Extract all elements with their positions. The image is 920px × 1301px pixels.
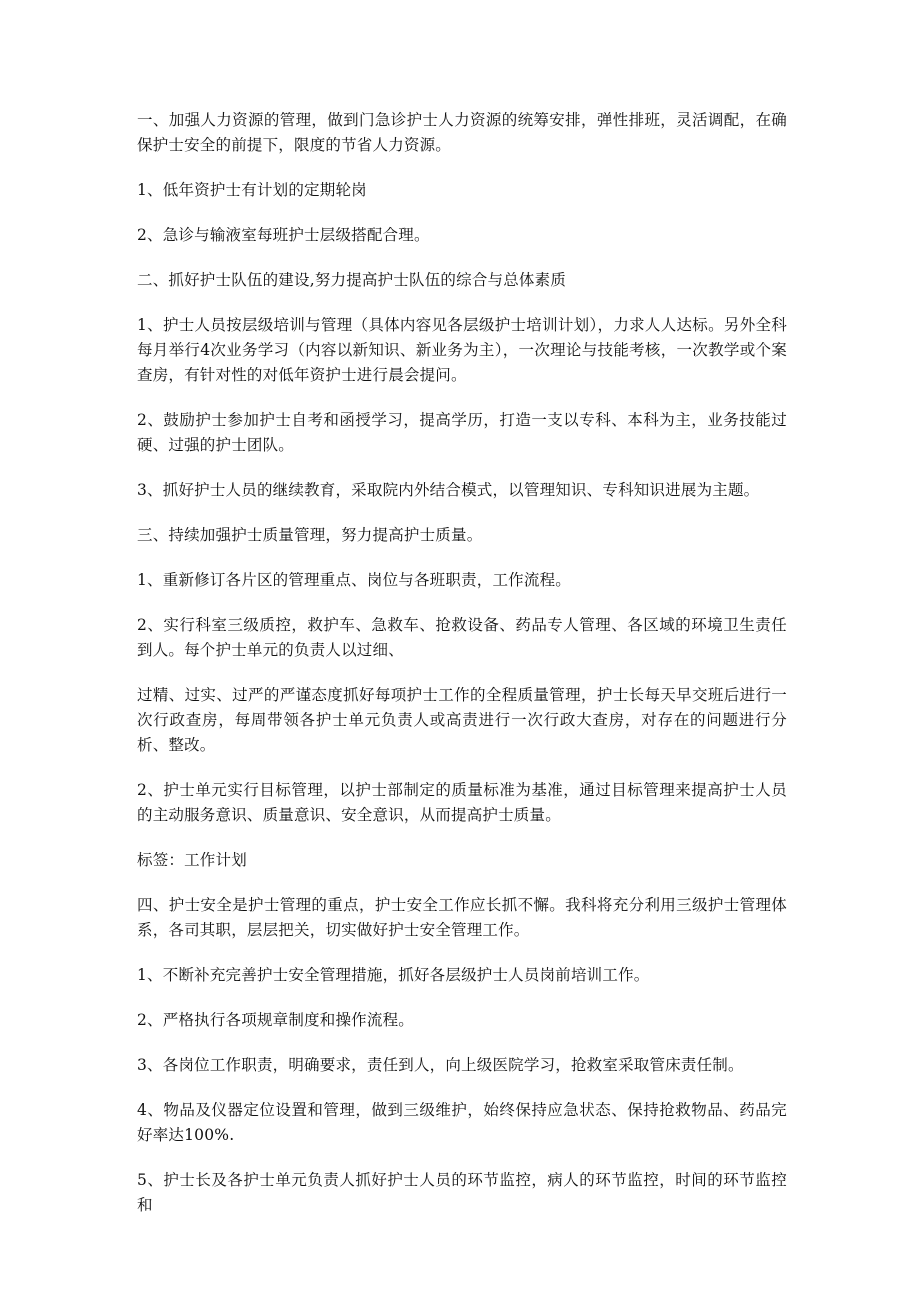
list-item: 2、鼓励护士参加护士自考和函授学习，提高学历，打造一支以专科、本科为主，业务技能过硬、过强的护士团队。 [137, 411, 787, 454]
tag-line: 标签：工作计划 [137, 851, 247, 869]
list-item: 2、严格执行各项规章制度和操作流程。 [137, 1011, 414, 1029]
section-heading-2: 二、抓好护士队伍的建设,努力提高护士队伍的综合与总体素质 [137, 271, 567, 289]
list-item: 1、低年资护士有计划的定期轮岗 [137, 181, 367, 199]
list-item: 2、急诊与输液室每班护士层级搭配合理。 [137, 226, 430, 244]
section-heading-4: 四、护士安全是护士管理的重点，护士安全工作应长抓不懈。我科将充分利用三级护士管理体系，各司其职，层层把关，切实做好护士安全管理工作。 [137, 896, 787, 939]
list-item: 4、物品及仪器定位设置和管理，做到三级维护，始终保持应急状态、保持抢救物品、药品完好率达100%. [137, 1101, 787, 1144]
document-body [137, 108, 787, 1218]
section-heading-1: 一、加强人力资源的管理，做到门急诊护士人力资源的统筹安排，弹性排班，灵活调配，在确保护士安全的前提下，限度的节省人力资源。 [137, 111, 787, 154]
continuation-paragraph: 过精、过实、过严的严谨态度抓好每项护士工作的全程质量管理，护士长每天早交班后进行一次行政查房，每周带领各护士单元负责人或高责进行一次行政大查房，对存在的问题进行分析、整改。 [137, 686, 787, 754]
list-item: 3、各岗位工作职责，明确要求，责任到人，向上级医院学习，抢救室采取管床责任制。 [137, 1056, 744, 1074]
list-item: 1、重新修订各片区的管理重点、岗位与各班职责，工作流程。 [137, 571, 571, 589]
list-item: 1、不断补充完善护士安全管理措施，抓好各层级护士人员岗前培训工作。 [137, 966, 650, 984]
list-item: 2、实行科室三级质控，救护车、急救车、抢救设备、药品专人管理、各区域的环境卫生责任到人。每个护士单元的负责人以过细、 [137, 616, 787, 659]
list-item: 2、护士单元实行目标管理，以护士部制定的质量标准为基准，通过目标管理来提高护士人员的主动服务意识、质量意识、安全意识，从而提高护士质量。 [137, 781, 787, 824]
section-heading-3: 三、持续加强护士质量管理，努力提高护士质量。 [137, 526, 483, 544]
list-item: 3、抓好护士人员的继续教育，采取院内外结合模式，以管理知识、专科知识进展为主题。 [137, 481, 760, 499]
list-item: 1、护士人员按层级培训与管理（具体内容见各层级护士培训计划），力求人人达标。另外全科每月举行4次业务学习（内容以新知识、新业务为主），一次理论与技能考核，一次教学或个案查房，有针对性的对低年资护士进行晨会提问。 [137, 316, 787, 384]
list-item: 5、护士长及各护士单元负责人抓好护士人员的环节监控，病人的环节监控，时间的环节监控和 [137, 1171, 787, 1214]
